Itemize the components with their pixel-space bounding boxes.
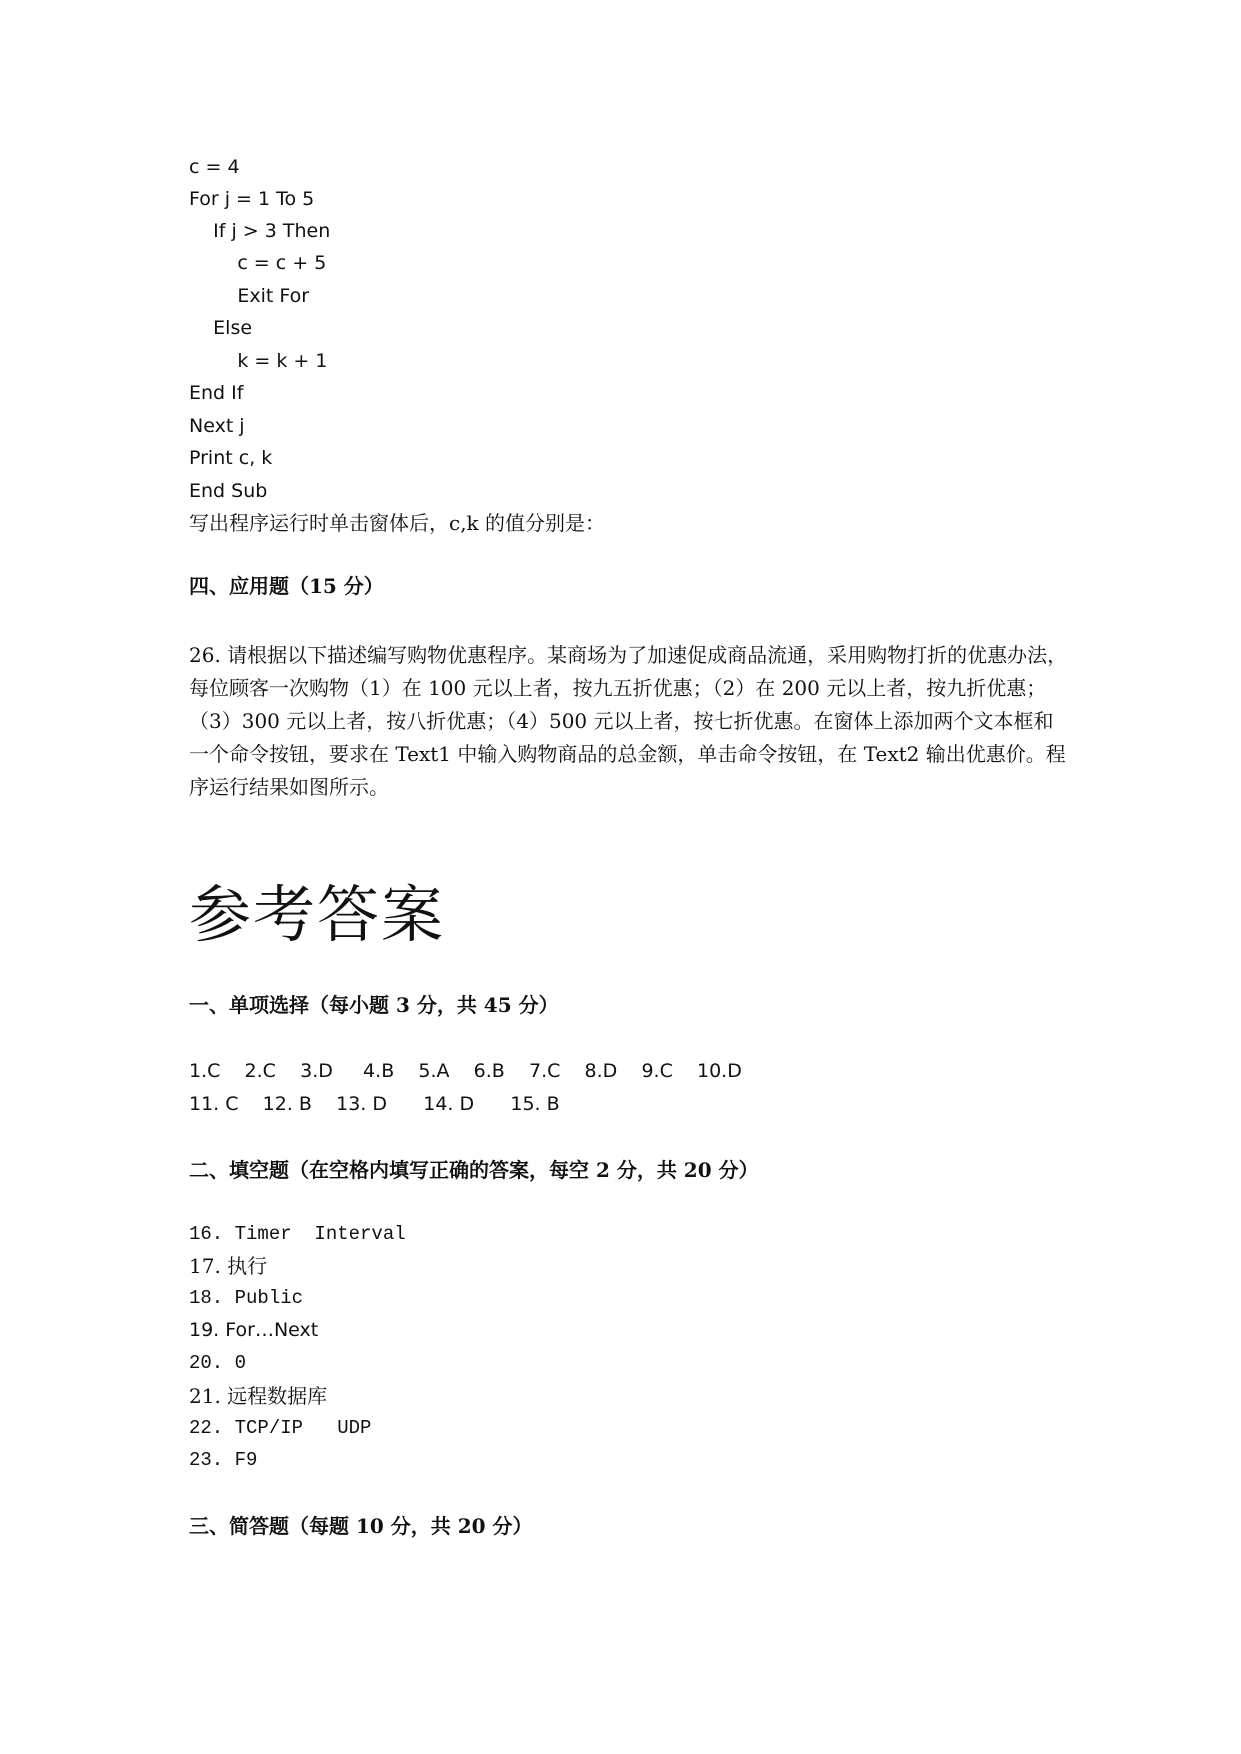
answer-section-3-title: 三、简答题（每题 10 分，共 20 分） [189,1514,533,1538]
answer-row-1: 1.C 2.C 3.D 4.B 5.A 6.B 7.C 8.D 9.C 10.D [189,1060,742,1082]
answers-title: 参考答案 [189,878,446,951]
fill-answer-20: 20. 0 [189,1352,247,1374]
code-line-2: For j = 1 To 5 [189,188,315,210]
fill-answer-23: 23. F9 [189,1449,258,1471]
code-line-1: c = 4 [189,156,240,178]
fill-answer-18: 18. Public [189,1287,304,1309]
code-line-8: End If [189,382,244,404]
code-line-9: Next j [189,415,245,437]
code-line-4: c = c + 5 [189,252,327,274]
code-line-7: k = k + 1 [189,350,328,372]
fill-answer-22: 22. TCP/IP UDP [189,1417,372,1439]
fill-answer-19: 19. For…Next [189,1319,319,1341]
answer-section-2-title: 二、填空题（在空格内填写正确的答案，每空 2 分，共 20 分） [189,1158,759,1182]
answer-row-2: 11. C 12. B 13. D 14. D 15. B [189,1093,560,1115]
section-4-title: 四、应用题（15 分） [189,574,384,598]
fill-answer-21: 21. 远程数据库 [189,1384,328,1408]
code-line-11: End Sub [189,480,268,502]
code-line-6: Else [189,317,253,339]
question-26-text: 26. 请根据以下描述编写购物优惠程序。某商场为了加速促成商品流通，采用购物打折的优惠办法，每位顾客一次购物（1）在 100 元以上者，按九五折优惠；（2）在 200 元以上者，按九折优惠；（3）300 元以上者，按八折优惠；（4）500 元以上者，按七折优惠。在窗体上添加两个文本框和一个命令按钮，要求在 Text1 中输入购物商品的总金额，单击命令按钮，在 Text2 输出优惠价。程序运行结果如图所示。 [189,643,1068,799]
fill-answer-17: 17. 执行 [189,1254,268,1278]
code-line-5: Exit For [189,285,310,307]
fill-answer-16: 16. Timer Interval [189,1223,406,1245]
answer-section-1-title: 一、单项选择（每小题 3 分，共 45 分） [189,993,559,1017]
question-prompt: 写出程序运行时单击窗体后，c,k 的值分别是： [189,511,606,535]
code-line-10: Print c, k [189,447,273,469]
code-line-3: If j > 3 Then [189,220,331,242]
